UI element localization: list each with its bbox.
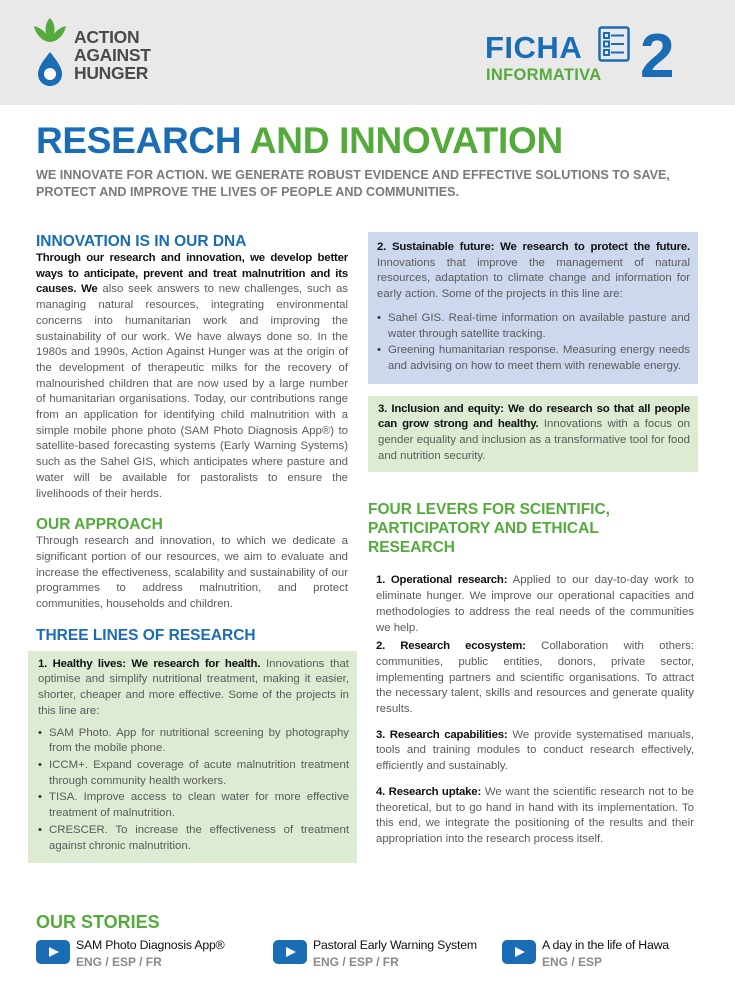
dna-lead: Through our research and innovation, we develop better ways to anticipate, prevent and treat malnutrition and its causes. We [36, 252, 348, 296]
right-column [368, 232, 698, 848]
line-1-list [38, 726, 349, 855]
play-video-icon[interactable] [273, 940, 307, 964]
lever-body: Applied to our day-to-day work to eliminate hunger. We improve our operational capacities and methodologies to address the real needs of the communities we help. [376, 574, 694, 634]
lever-lead: 3. Research capabilities: [376, 728, 508, 741]
dna-paragraph [36, 251, 348, 502]
list-item: • TISA. Improve access to clean water for more effective treatment of malnutrition. [38, 790, 349, 821]
lever-item [376, 573, 694, 636]
informativa-label: INFORMATIVA [486, 66, 602, 84]
line-1-lead: 1. Healthy lives: We research for health. [38, 657, 261, 670]
logo-line-2: AGAINST [74, 45, 151, 65]
line-1-body: Innovations that optimise and simplify nutritional treatment, making it easier, shorter, cheaper and more effective. Some of the projects in this line are: [38, 657, 349, 717]
list-item: • Greening humanitarian response. Measuring energy needs and advising on how to meet them with renewable energy. [377, 343, 690, 374]
dna-heading: INNOVATION IS IN OUR DNA [36, 233, 247, 250]
title-part-2: AND INNOVATION [249, 120, 563, 161]
play-video-icon[interactable] [502, 940, 536, 964]
line-2-list [377, 311, 690, 375]
levers-list [368, 573, 694, 847]
story-languages[interactable]: ENG / ESP / FR [76, 955, 162, 969]
line-2-lead: 2. Sustainable future: We research to protect the future. [377, 241, 690, 253]
line-1-box [28, 651, 357, 863]
approach-heading: OUR APPROACH [36, 516, 163, 534]
list-item: • CRESCER. To increase the effectiveness of treatment against chronic malnutrition. [38, 823, 349, 854]
story-title[interactable]: Pastoral Early Warning System [313, 938, 477, 952]
ficha-number: 2 [640, 22, 675, 91]
lever-item [376, 785, 694, 848]
line-1-paragraph [38, 657, 349, 720]
story-title[interactable]: A day in the life of Hawa [542, 938, 669, 952]
lever-body: We want the scientific research not to be theoretical, but to go hand in hand with its implementation. To this end, we integrate the positioning of the results and their appropriation into the research process itself. [376, 785, 694, 845]
stories-heading: OUR STORIES [36, 912, 160, 932]
line-2-body: Innovations that improve the management of natural resources, adaptation to climate change and information for early action. Some of the projects in this line are: [377, 256, 690, 301]
lever-body: Collaboration with others: communities, public entities, donors, private sector, implementing partners and scientific organisations. To attract the necessary talent, skills and resources and generate quality results. [376, 640, 694, 716]
line-3-paragraph [378, 402, 690, 465]
list-item: • Sahel GIS. Real-time information on available pasture and water through satellite tracking. [377, 311, 690, 342]
lever-item [376, 639, 694, 718]
logo-line-3: HUNGER [74, 63, 149, 83]
line-2-paragraph [377, 240, 690, 303]
lever-lead: 4. Research uptake: [376, 785, 482, 798]
line-3-body: Innovations with a focus on gender equality and inclusion as a transformative tool for food and nutrition security. [378, 418, 691, 462]
line-3-lead: 3. Inclusion and equity: We do research so that all people can grow strong and healthy. [378, 402, 690, 431]
logo-wordmark [74, 28, 151, 82]
page-title [36, 120, 563, 162]
left-column [36, 232, 348, 863]
page-subtitle: WE INNOVATE FOR ACTION. WE GENERATE ROBUST EVIDENCE AND EFFECTIVE SOLUTIONS TO SAVE, PROTECT AND IMPROVE THE LIVES OF PEOPLE AND COMMUNITIES. [36, 168, 670, 199]
line-3-box [368, 396, 698, 473]
story-languages[interactable]: ENG / ESP / FR [313, 955, 399, 969]
lever-lead: 1. Operational research: [376, 574, 508, 587]
list-item: • ICCM+. Expand coverage of acute malnutrition treatment through community health workers. [38, 758, 349, 789]
header-band [0, 0, 735, 105]
checklist-icon [598, 26, 630, 62]
lines-heading: THREE LINES OF RESEARCH [36, 626, 256, 644]
ficha-label: FICHA [485, 30, 583, 65]
lever-body: We provide systematised manuals, tools and training modules to conduct research effectively, efficiently and sustainably. [376, 728, 694, 773]
story-languages[interactable]: ENG / ESP [542, 955, 603, 969]
story-title[interactable]: SAM Photo Diagnosis App® [76, 938, 225, 952]
list-item: • SAM Photo. App for nutritional screening by photography from the mobile phone. [38, 726, 349, 757]
levers-heading: FOUR LEVERS FOR SCIENTIFIC, PARTICIPATORY AND ETHICAL RESEARCH [368, 501, 610, 557]
title-part-1: RESEARCH [36, 120, 242, 161]
play-video-icon[interactable] [36, 940, 70, 964]
dna-body: also seek answers to new challenges, such as managing natural resources, integrating environmental concerns into humanitarian work and improving the sustainability of our work. We have always done so. In the 1980s and 1990s, Action Against Hunger was at the origin of the development of therapeutic milks for the recovery of malnourished children that are now used by a large number of humanitarian organisations. Today, our contributions range from an application for identifying child malnutrition with a simple mobile phone photo (SAM Photo Diagnosis App®) to satellite-based forecasting systems (Early Warning Systems) such as the Sahel GIS, which anticipates where pasture and water will be available for pastoralists to ensure the livelihoods of their herds. [36, 283, 348, 500]
lever-lead: 2. Research ecosystem: [376, 640, 526, 653]
approach-paragraph: Through research and innovation, to which we dedicate a significant portion of our resources, we aim to evaluate and increase the effectiveness, scalability and sustainability of our programmes to address malnutrition, and protect communities, households and children. [36, 535, 348, 611]
logo-line-1: ACTION [74, 27, 140, 47]
lever-item [376, 728, 694, 775]
line-2-box [368, 232, 698, 384]
